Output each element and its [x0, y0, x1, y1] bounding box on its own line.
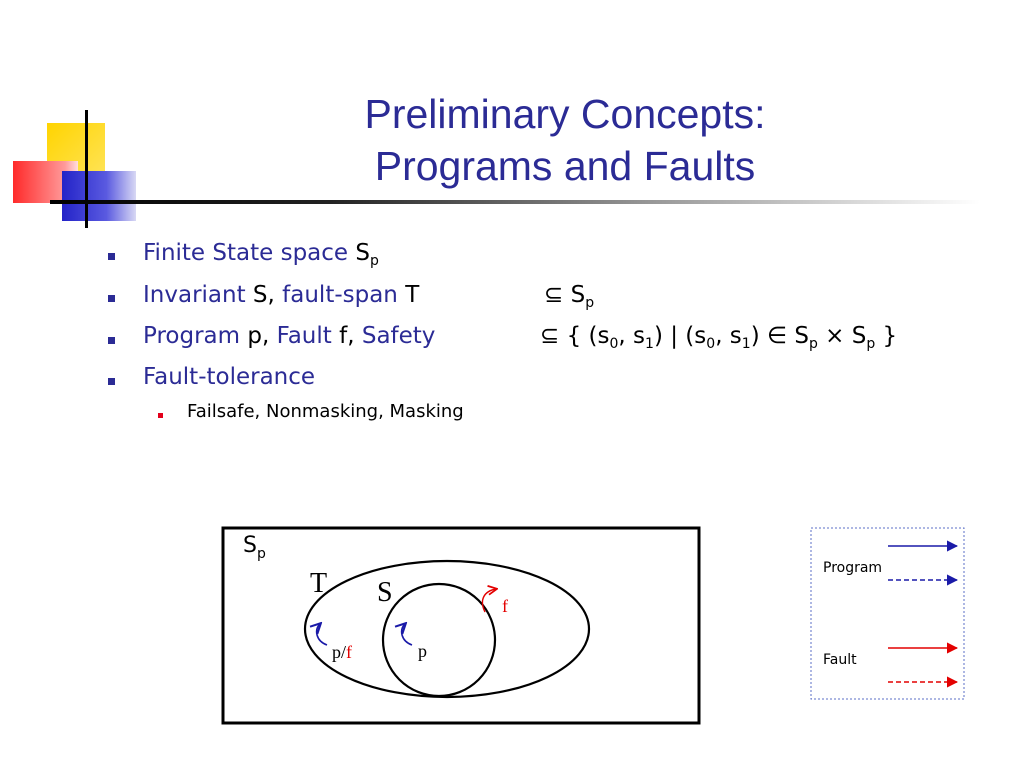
pf-label: p/f	[332, 642, 353, 662]
sub-bullet-failsafe: Failsafe, Nonmasking, Masking	[187, 401, 464, 422]
invariant-relation: ⊆ $S_p$	[544, 282, 595, 311]
bullet-invariant: Invariant S, fault-span T	[143, 282, 420, 308]
bullet-program-fault-safety: Program p, Fault f, Safety	[143, 323, 436, 349]
legend	[810, 527, 966, 701]
sp-label: $S_p$	[243, 533, 266, 562]
state-space-box	[223, 528, 699, 723]
legend-border	[811, 528, 964, 699]
t-label: T	[310, 568, 328, 599]
safety-relation: ⊆ { ($s_0$, $s_1$) | ($s_0$, $s_1$) ∈ $S_p \times S_p$ }	[540, 323, 898, 352]
legend-fault-label: Fault	[823, 652, 857, 668]
bullet-fault-tolerance: Fault-tolerance	[143, 364, 316, 390]
s-label: S	[377, 577, 393, 608]
legend-program-label: Program	[823, 560, 883, 576]
title-line-1: Preliminary Concepts:	[364, 91, 766, 137]
p-label: p	[418, 641, 427, 661]
title-line-2: Programs and Faults	[374, 143, 756, 189]
f-label: f	[502, 596, 508, 616]
bullet-finite-state-space: Finite State space $S_p$	[143, 240, 379, 269]
